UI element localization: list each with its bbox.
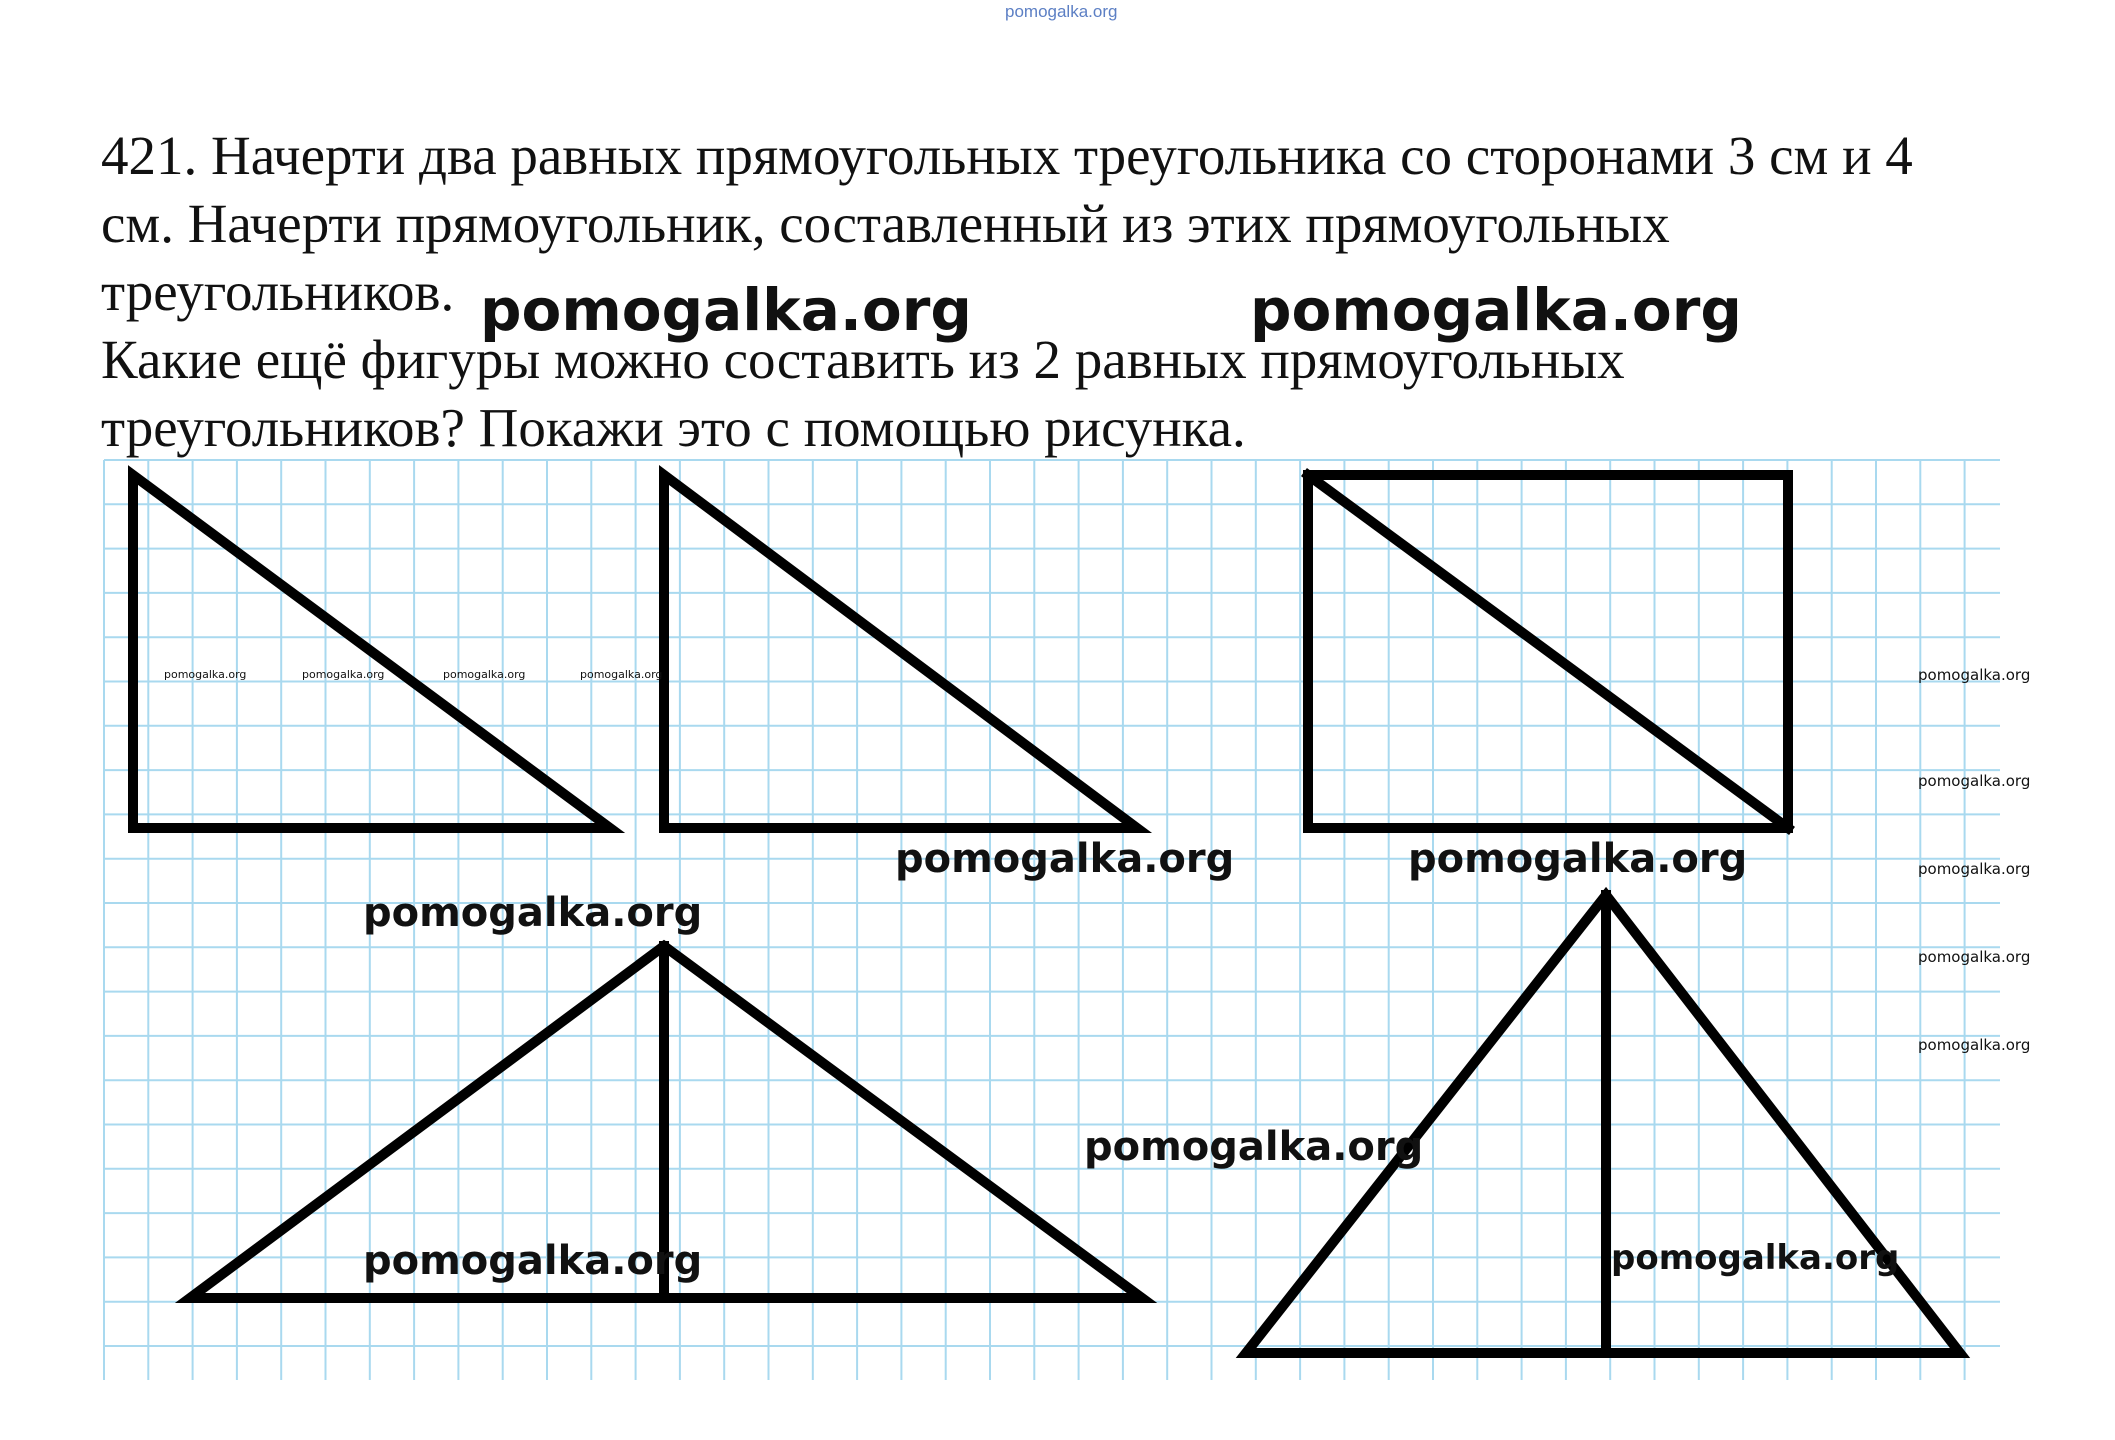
watermark: pomogalka.org [443, 668, 526, 681]
watermark: pomogalka.org [363, 890, 703, 936]
watermark: pomogalka.org [1408, 836, 1748, 882]
watermark: pomogalka.org [1918, 948, 2031, 966]
watermark: pomogalka.org [1084, 1124, 1424, 1170]
task-line-2: см. Начерти прямоугольник, составленный из этих прямоугольных [101, 193, 1670, 254]
watermark: pomogalka.org [1918, 666, 2031, 684]
watermark: pomogalka.org [1918, 1036, 2031, 1054]
watermark: pomogalka.org [1918, 772, 2031, 790]
watermark: pomogalka.org [164, 668, 247, 681]
watermark: pomogalka.org [302, 668, 385, 681]
watermark: pomogalka.org [580, 668, 663, 681]
triangle-1 [133, 475, 610, 828]
watermark: pomogalka.org [1918, 860, 2031, 878]
watermark: pomogalka.org [1611, 1238, 1900, 1278]
site-mark: pomogalka.org [1005, 2, 1118, 21]
task-line-4: Какие ещё фигуры можно составить из 2 равных прямоугольных [101, 329, 1625, 390]
task-line-3: треугольников. [101, 261, 455, 322]
rectangle-diagonal [1308, 475, 1788, 828]
watermark: pomogalka.org [363, 1238, 703, 1284]
task-line-1: 421. Начерти два равных прямоугольных треугольника со сторонами 3 см и 4 [101, 125, 1913, 186]
watermark: pomogalka.org [1250, 276, 1742, 344]
watermark: pomogalka.org [480, 276, 972, 344]
watermark: pomogalka.org [895, 836, 1235, 882]
task-line-5: треугольников? Покажи это с помощью рисунка. [101, 397, 1246, 458]
